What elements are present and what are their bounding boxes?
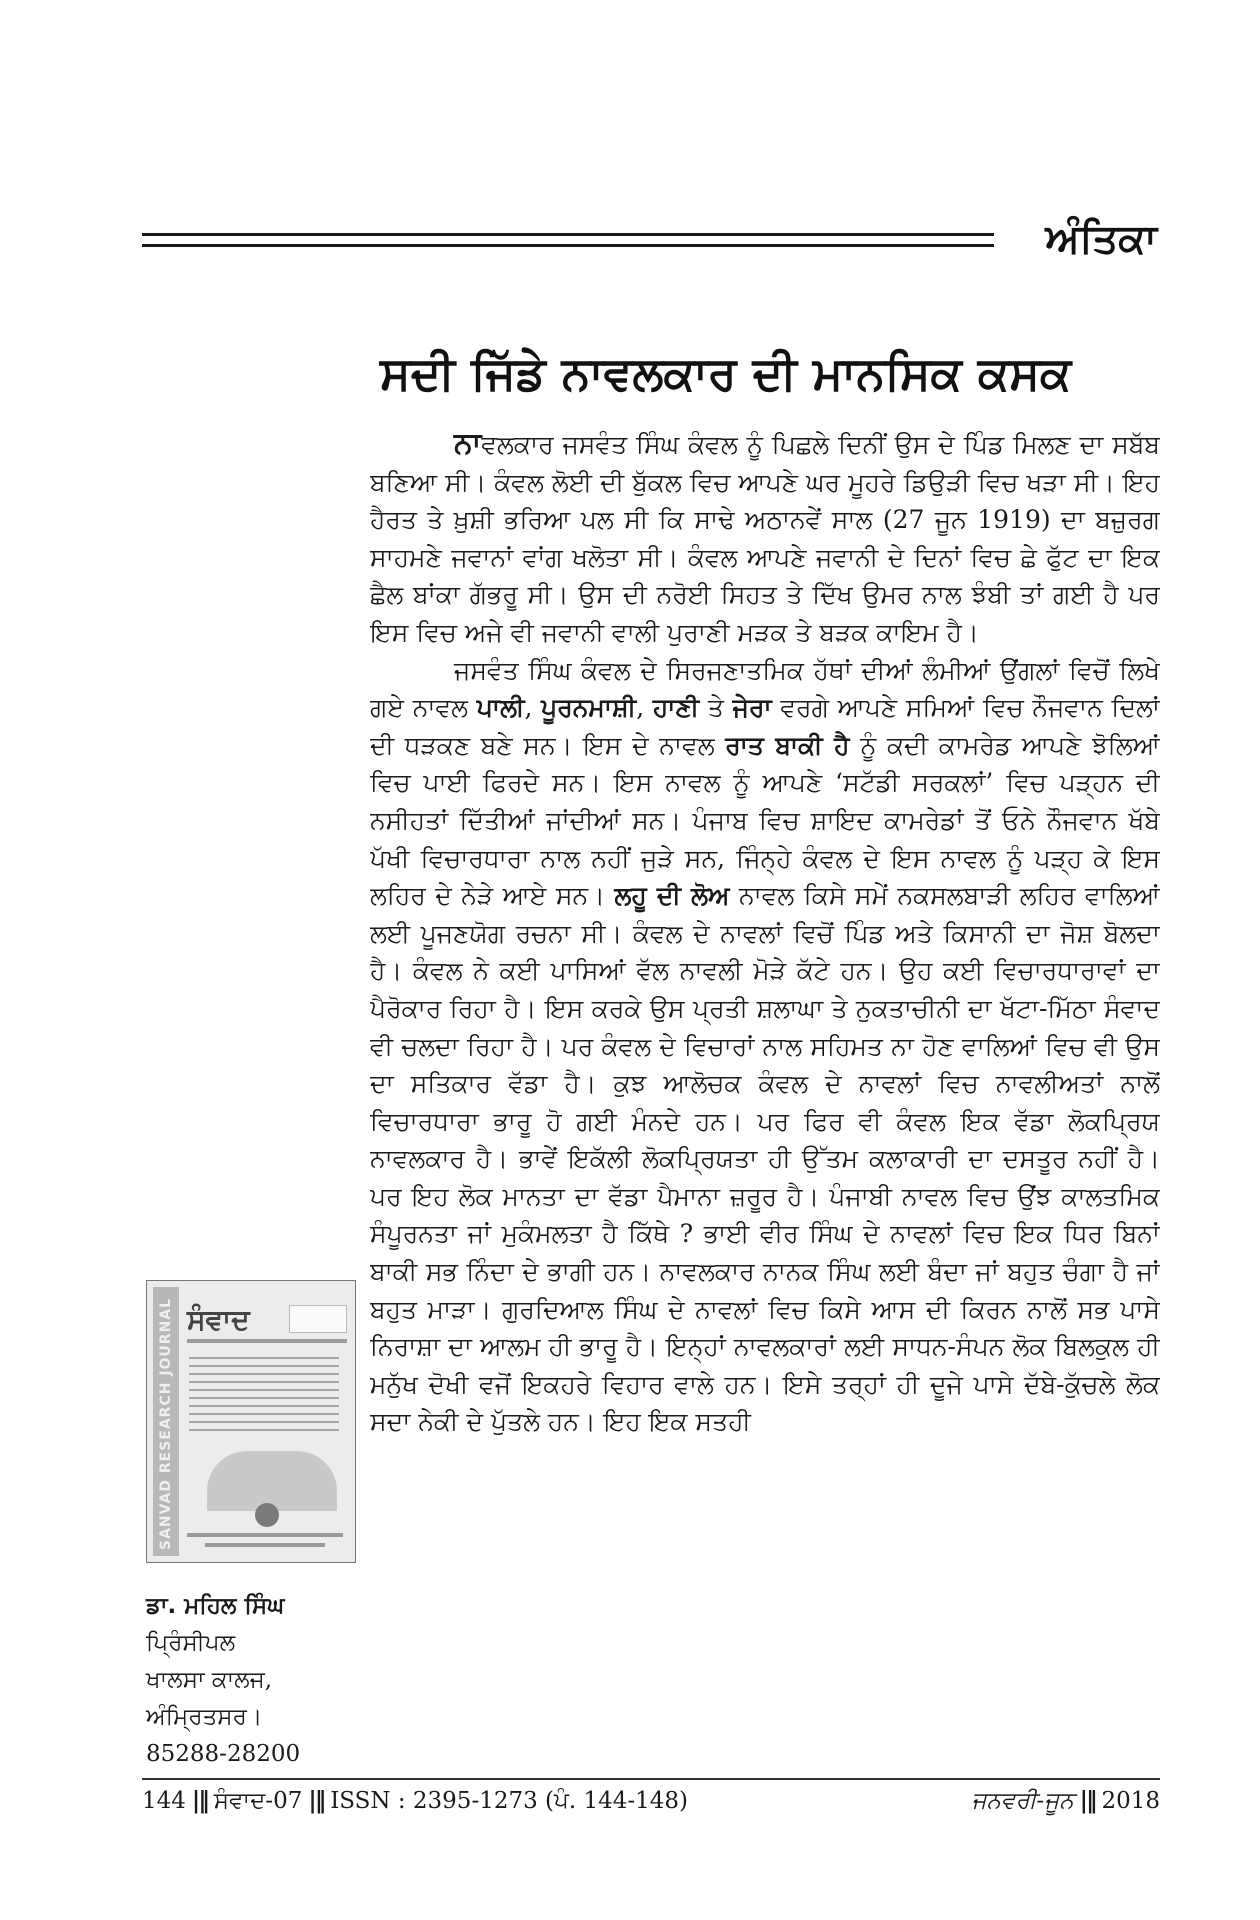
section-header-rule xyxy=(142,233,994,247)
header-rule-line-top xyxy=(142,233,994,236)
novel-title-pali: ਪਾਲੀ xyxy=(476,693,525,723)
text-run: , xyxy=(636,693,653,723)
author-role: ਪ੍ਰਿੰਸੀਪਲ xyxy=(146,1630,236,1656)
paragraph-1 xyxy=(370,425,1160,652)
dropcap: ਨਾ xyxy=(454,426,482,461)
footer-separator: |‖ xyxy=(308,1787,325,1814)
footer-rule xyxy=(142,1778,1160,1780)
cover-contents-line xyxy=(189,1397,339,1399)
footer-period: ਜਨਵਰੀ-ਜੂਨ xyxy=(971,1788,1074,1814)
text-run: ਨਾਵਲ ਕਿਸੇ ਸਮੇਂ ਨਕਸਲਬਾੜੀ ਲਹਿਰ ਵਾਲਿਆਂ ਲਈ ਪੂਜਣਯੋਗ ਰਚਨਾ ਸੀ। ਕੰਵਲ ਦੇ ਨਾਵਲਾਂ ਵਿਚੋਂ ਪਿੰਡ ਅਤੇ ਕਿਸਾਨੀ ਦਾ ਜੋਸ਼ ਬੋਲਦਾ ਹੈ। ਕੰਵਲ ਨੇ ਕਈ ਪਾਸਿਆਂ ਵੱਲ ਨਾਵਲੀ ਮੋੜੇ ਕੱਟੇ ਹਨ। ਉਹ ਕਈ ਵਿਚਾਰਧਾਰਾਵਾਂ ਦਾ ਪੈਰੋਕਾਰ ਰਿਹਾ ਹੈ। ਇਸ ਕਰਕੇ ਉਸ ਪ੍ਰਤੀ ਸ਼ਲਾਘਾ ਤੇ ਨੁਕਤਾਚੀਨੀ ਦਾ ਖੱਟਾ-ਮਿੱਠਾ ਸੰਵਾਦ ਵੀ ਚਲਦਾ ਰਿਹਾ ਹੈ। ਪਰ ਕੰਵਲ ਦੇ ਵਿਚਾਰਾਂ ਨਾਲ ਸਹਿਮਤ ਨਾ ਹੋਣ ਵਾਲਿਆਂ ਵਿਚ ਵੀ ਉਸ ਦਾ ਸਤਿਕਾਰ ਵੱਡਾ ਹੈ। ਕੁਝ ਆਲੋਚਕ ਕੰਵਲ ਦੇ ਨਾਵਲਾਂ ਵਿਚ ਨਾਵਲੀਅਤਾਂ ਨਾਲੋਂ ਵਿਚਾਰਧਾਰਾ ਭਾਰੂ ਹੋ ਗਈ ਮੰਨਦੇ ਹਨ। ਪਰ ਫਿਰ ਵੀ ਕੰਵਲ ਇਕ ਵੱਡਾ ਲੋਕਪ੍ਰਿਯ ਨਾਵਲਕਾਰ ਹੈ। ਭਾਵੇਂ ਇਕੱਲੀ ਲੋਕਪ੍ਰਿਯਤਾ ਹੀ ਉੱਤਮ ਕਲਾਕਾਰੀ ਦਾ ਦਸਤੂਰ ਨਹੀਂ ਹੈ। ਪਰ ਇਹ ਲੋਕ ਮਾਨਤਾ ਦਾ ਵੱਡਾ ਪੈਮਾਨਾ ਜ਼ਰੂਰ ਹੈ। ਪੰਜਾਬੀ ਨਾਵਲ ਵਿਚ ਉਂਝ ਕਾਲਤਮਿਕ ਸੰਪੂਰਨਤਾ ਜਾਂ ਮੁਕੰਮਲਤਾ ਹੈ ਕਿੱਥੇ ? ਭਾਈ ਵੀਰ ਸਿੰਘ ਦੇ ਨਾਵਲਾਂ ਵਿਚ ਇਕ ਧਿਰ ਬਿਨਾਂ ਬਾਕੀ ਸਭ ਨਿੰਦਾ ਦੇ ਭਾਗੀ ਹਨ। ਨਾਵਲਕਾਰ ਨਾਨਕ ਸਿੰਘ ਲਈ ਬੰਦਾ ਜਾਂ ਬਹੁਤ ਚੰਗਾ ਹੈ ਜਾਂ ਬਹੁਤ ਮਾੜਾ। ਗੁਰਦਿਆਲ ਸਿੰਘ ਦੇ ਨਾਵਲਾਂ ਵਿਚ ਕਿਸੇ ਆਸ ਦੀ ਕਿਰਨ ਨਾਲੋਂ ਸਭ ਪਾਸੇ ਨਿਰਾਸ਼ਾ ਦਾ ਆਲਮ ਹੀ ਭਾਰੂ ਹੈ। ਇਨ੍ਹਾਂ ਨਾਵਲਕਾਰਾਂ ਲਈ ਸਾਧਨ-ਸੰਪਨ ਲੋਕ ਬਿਲਕੁਲ ਹੀ ਮਨੁੱਖ ਦੋਖੀ ਵਜੋਂ ਇਕਹਰੇ ਵਿਹਾਰ ਵਾਲੇ ਹਨ। ਇਸੇ ਤਰ੍ਹਾਂ ਹੀ ਦੂਜੇ ਪਾਸੇ ਦੱਬੇ-ਕੁੱਚਲੇ ਲੋਕ ਸਦਾ ਨੇਕੀ ਦੇ ਪੁੱਤਲੇ ਹਨ। ਇਹ ਇਕ ਸਤਹੀ xyxy=(370,881,1160,1437)
paragraph-1-text: ਵਲਕਾਰ ਜਸਵੰਤ ਸਿੰਘ ਕੰਵਲ ਨੂੰ ਪਿਛਲੇ ਦਿਨੀਂ ਉਸ ਦੇ ਪਿੰਡ ਮਿਲਣ ਦਾ ਸਬੱਬ ਬਣਿਆ ਸੀ। ਕੰਵਲ ਲੋਈ ਦੀ ਬੁੱਕਲ ਵਿਚ ਆਪਣੇ ਘਰ ਮੂਹਰੇ ਡਿਉੜੀ ਵਿਚ ਖੜਾ ਸੀ। ਇਹ ਹੈਰਤ ਤੇ ਖ਼ੁਸ਼ੀ ਭਰਿਆ ਪਲ ਸੀ ਕਿ ਸਾਢੇ ਅਠਾਨਵੇਂ ਸਾਲ (27 ਜੂਨ 1919) ਦਾ ਬਜ਼ੁਰਗ ਸਾਹਮਣੇ ਜਵਾਨਾਂ ਵਾਂਗ ਖਲੋਤਾ ਸੀ। ਕੰਵਲ ਆਪਣੇ ਜਵਾਨੀ ਦੇ ਦਿਨਾਂ ਵਿਚ ਛੇ ਫੁੱਟ ਦਾ ਇਕ ਛੈਲ ਬਾਂਕਾ ਗੱਭਰੂ ਸੀ। ਉਸ ਦੀ ਨਰੋਈ ਸਿਹਤ ਤੇ ਦਿੱਖ ਉਮਰ ਨਾਲ ਝੰਬੀ ਤਾਂ ਗਈ ਹੈ ਪਰ ਇਸ ਵਿਚ ਅਜੇ ਵੀ ਜਵਾਨੀ ਵਾਲੀ ਪੁਰਾਣੀ ਮੜਕ ਤੇ ਬੜਕ ਕਾਇਮ ਹੈ। xyxy=(370,430,1160,647)
page-title: ਸਦੀ ਜਿੱਡੇ ਨਾਵਲਕਾਰ ਦੀ ਮਾਨਸਿਕ ਕਸਕ xyxy=(380,345,1072,400)
cover-contents-line xyxy=(189,1405,339,1407)
author-institution: ਖਾਲਸਾ ਕਾਲਜ, xyxy=(146,1667,273,1693)
text-run: ਜਸਵੰਤ ਸਿੰਘ ਕੰਵਲ ਦੇ ਸਿਰਜਣਾਤਮਿਕ ਹੱਥਾਂ ਦੀਆਂ ਲੰਮੀਆਂ ਉਂਗਲਾਂ ਵਿਚੋਂ ਲਿਖੇ ਗਏ ਨਾਵਲ xyxy=(370,655,1160,723)
text-run: ਵਰਗੇ ਆਪਣੇ ਸਮਿਆਂ ਵਿਚ ਨੌਜਵਾਨ ਦਿਲਾਂ ਦੀ ਧੜਕਣ ਬਣੇ ਸਨ। ਇਸ ਦੇ ਨਾਵਲ xyxy=(370,693,1160,760)
cover-contents-line xyxy=(189,1365,339,1367)
cover-issue-box xyxy=(289,1305,347,1333)
footer-separator: |‖ xyxy=(191,1787,208,1814)
text-run: , xyxy=(524,693,542,723)
cover-contents-line xyxy=(189,1413,339,1415)
cover-publisher-line xyxy=(187,1533,343,1537)
cover-contents-line xyxy=(189,1421,339,1423)
article-body xyxy=(370,425,1160,1765)
cover-publisher-line xyxy=(205,1543,325,1547)
footer-right xyxy=(971,1787,1160,1814)
cover-contents-line xyxy=(189,1357,339,1359)
cover-contents-list xyxy=(189,1357,339,1437)
novel-title-raat-baki-hai: ਰਾਤ ਬਾਕੀ ਹੈ xyxy=(725,730,850,760)
journal-issue: ਸੰਵਾਦ-07 xyxy=(213,1788,303,1814)
page-number: 144 xyxy=(142,1788,186,1814)
cover-spine-text: SANVAD RESEARCH JOURNAL xyxy=(158,1297,174,1550)
novel-title-lahu-di-loa: ਲਹੂ ਦੀ ਲੋਅ xyxy=(614,881,730,911)
issn-info: ISSN : 2395-1273 (ਪੰ. 144-148) xyxy=(330,1788,689,1814)
section-label: ਅੰਤਿਕਾ xyxy=(1045,216,1157,262)
footer-left xyxy=(142,1787,688,1814)
cover-contents-line xyxy=(189,1373,339,1375)
cover-contents-line xyxy=(189,1381,339,1383)
author-phone: 85288-28200 xyxy=(146,1741,301,1767)
cover-subtitle-bar xyxy=(187,1339,347,1343)
paragraph-2 xyxy=(370,652,1160,1441)
cover-seal-icon xyxy=(255,1503,279,1527)
novel-title-hani: ਹਾਣੀ xyxy=(652,693,700,723)
cover-contents-line xyxy=(189,1429,339,1431)
novel-title-jera: ਜੇਰਾ xyxy=(732,693,772,723)
author-block xyxy=(146,1588,376,1773)
footer-year: 2018 xyxy=(1101,1788,1160,1814)
text-run: ਨੂੰ ਕਦੀ ਕਾਮਰੇਡ ਆਪਣੇ ਝੋਲਿਆਂ ਵਿਚ ਪਾਈ ਫਿਰਦੇ ਸਨ। ਇਸ ਨਾਵਲ ਨੂੰ ਆਪਣੇ ‘ਸਟੱਡੀ ਸਰਕਲਾਂ’ ਵਿਚ ਪੜ੍ਹਨ ਦੀ ਨਸੀਹਤਾਂ ਦਿੱਤੀਆਂ ਜਾਂਦੀਆਂ ਸਨ। ਪੰਜਾਬ ਵਿਚ ਸ਼ਾਇਦ ਕਾਮਰੇਡਾਂ ਤੋਂ ਓਨੇ ਨੌਜਵਾਨ ਖੱਬੇ ਪੱਖੀ ਵਿਚਾਰਧਾਰਾ ਨਾਲ ਨਹੀਂ ਜੁੜੇ ਸਨ, ਜਿੰਨ੍ਹੇ ਕੰਵਲ ਦੇ ਇਸ ਨਾਵਲ ਨੂੰ ਪੜ੍ਹ ਕੇ ਇਸ ਲਹਿਰ ਦੇ ਨੇੜੇ ਆਏ ਸਨ। xyxy=(370,730,1160,911)
header-rule-line-bottom xyxy=(142,244,994,247)
footer-separator: |‖ xyxy=(1079,1787,1096,1814)
novel-title-puranmashi: ਪੂਰਨਮਾਸ਼ੀ xyxy=(541,693,637,723)
cover-spine xyxy=(153,1287,179,1556)
cover-building-illustration xyxy=(207,1451,337,1511)
cover-contents-line xyxy=(189,1389,339,1391)
author-city: ਅੰਮ੍ਰਿਤਸਰ। xyxy=(146,1704,263,1730)
journal-cover-image xyxy=(146,1280,356,1563)
cover-masthead: ਸੰਵਾਦ xyxy=(187,1303,250,1336)
author-name: ਡਾ. ਮਹਿਲ ਸਿੰਘ xyxy=(146,1593,285,1619)
text-run: ਤੇ xyxy=(699,693,733,723)
